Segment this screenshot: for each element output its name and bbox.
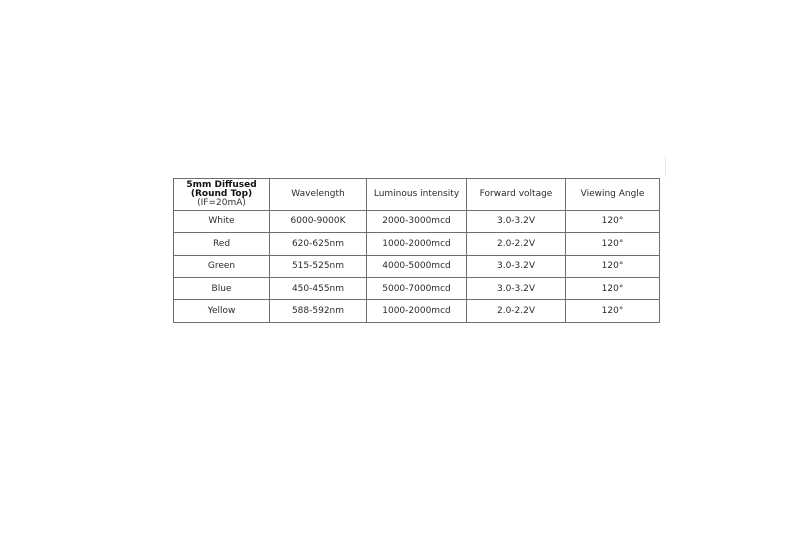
wavelength-cell: 515-525nm [270,255,367,277]
voltage-cell: 3.0-3.2V [467,278,566,300]
header-forward-voltage: Forward voltage [467,179,566,211]
table-header-row [174,179,660,211]
table-row [174,278,660,300]
angle-cell: 120° [566,300,660,323]
table-row [174,255,660,277]
color-cell: Blue [174,278,270,300]
voltage-cell: 2.0-2.2V [467,300,566,323]
wavelength-cell: 620-625nm [270,233,367,255]
header-viewing-angle: Viewing Angle [566,179,660,211]
header-luminous-intensity: Luminous intensity [367,179,467,211]
corner-title-line1: 5mm Diffused [186,179,257,190]
voltage-cell: 3.0-3.2V [467,210,566,232]
corner-note: (IF=20mA) [197,197,246,208]
table-row [174,210,660,232]
intensity-cell: 5000-7000mcd [367,278,467,300]
color-cell: Yellow [174,300,270,323]
divider-mark [665,157,666,177]
intensity-cell: 2000-3000mcd [367,210,467,232]
angle-cell: 120° [566,210,660,232]
wavelength-cell: 450-455nm [270,278,367,300]
intensity-cell: 1000-2000mcd [367,233,467,255]
angle-cell: 120° [566,233,660,255]
led-spec-table [173,178,660,323]
wavelength-cell: 588-592nm [270,300,367,323]
angle-cell: 120° [566,278,660,300]
intensity-cell: 4000-5000mcd [367,255,467,277]
color-cell: Green [174,255,270,277]
table-row [174,233,660,255]
header-wavelength: Wavelength [270,179,367,211]
intensity-cell: 1000-2000mcd [367,300,467,323]
voltage-cell: 3.0-3.2V [467,255,566,277]
corner-title-line2: (Round Top) [190,188,253,199]
corner-header-cell [174,179,270,211]
voltage-cell: 2.0-2.2V [467,233,566,255]
angle-cell: 120° [566,255,660,277]
color-cell: Red [174,233,270,255]
table-row [174,300,660,323]
color-cell: White [174,210,270,232]
wavelength-cell: 6000-9000K [270,210,367,232]
